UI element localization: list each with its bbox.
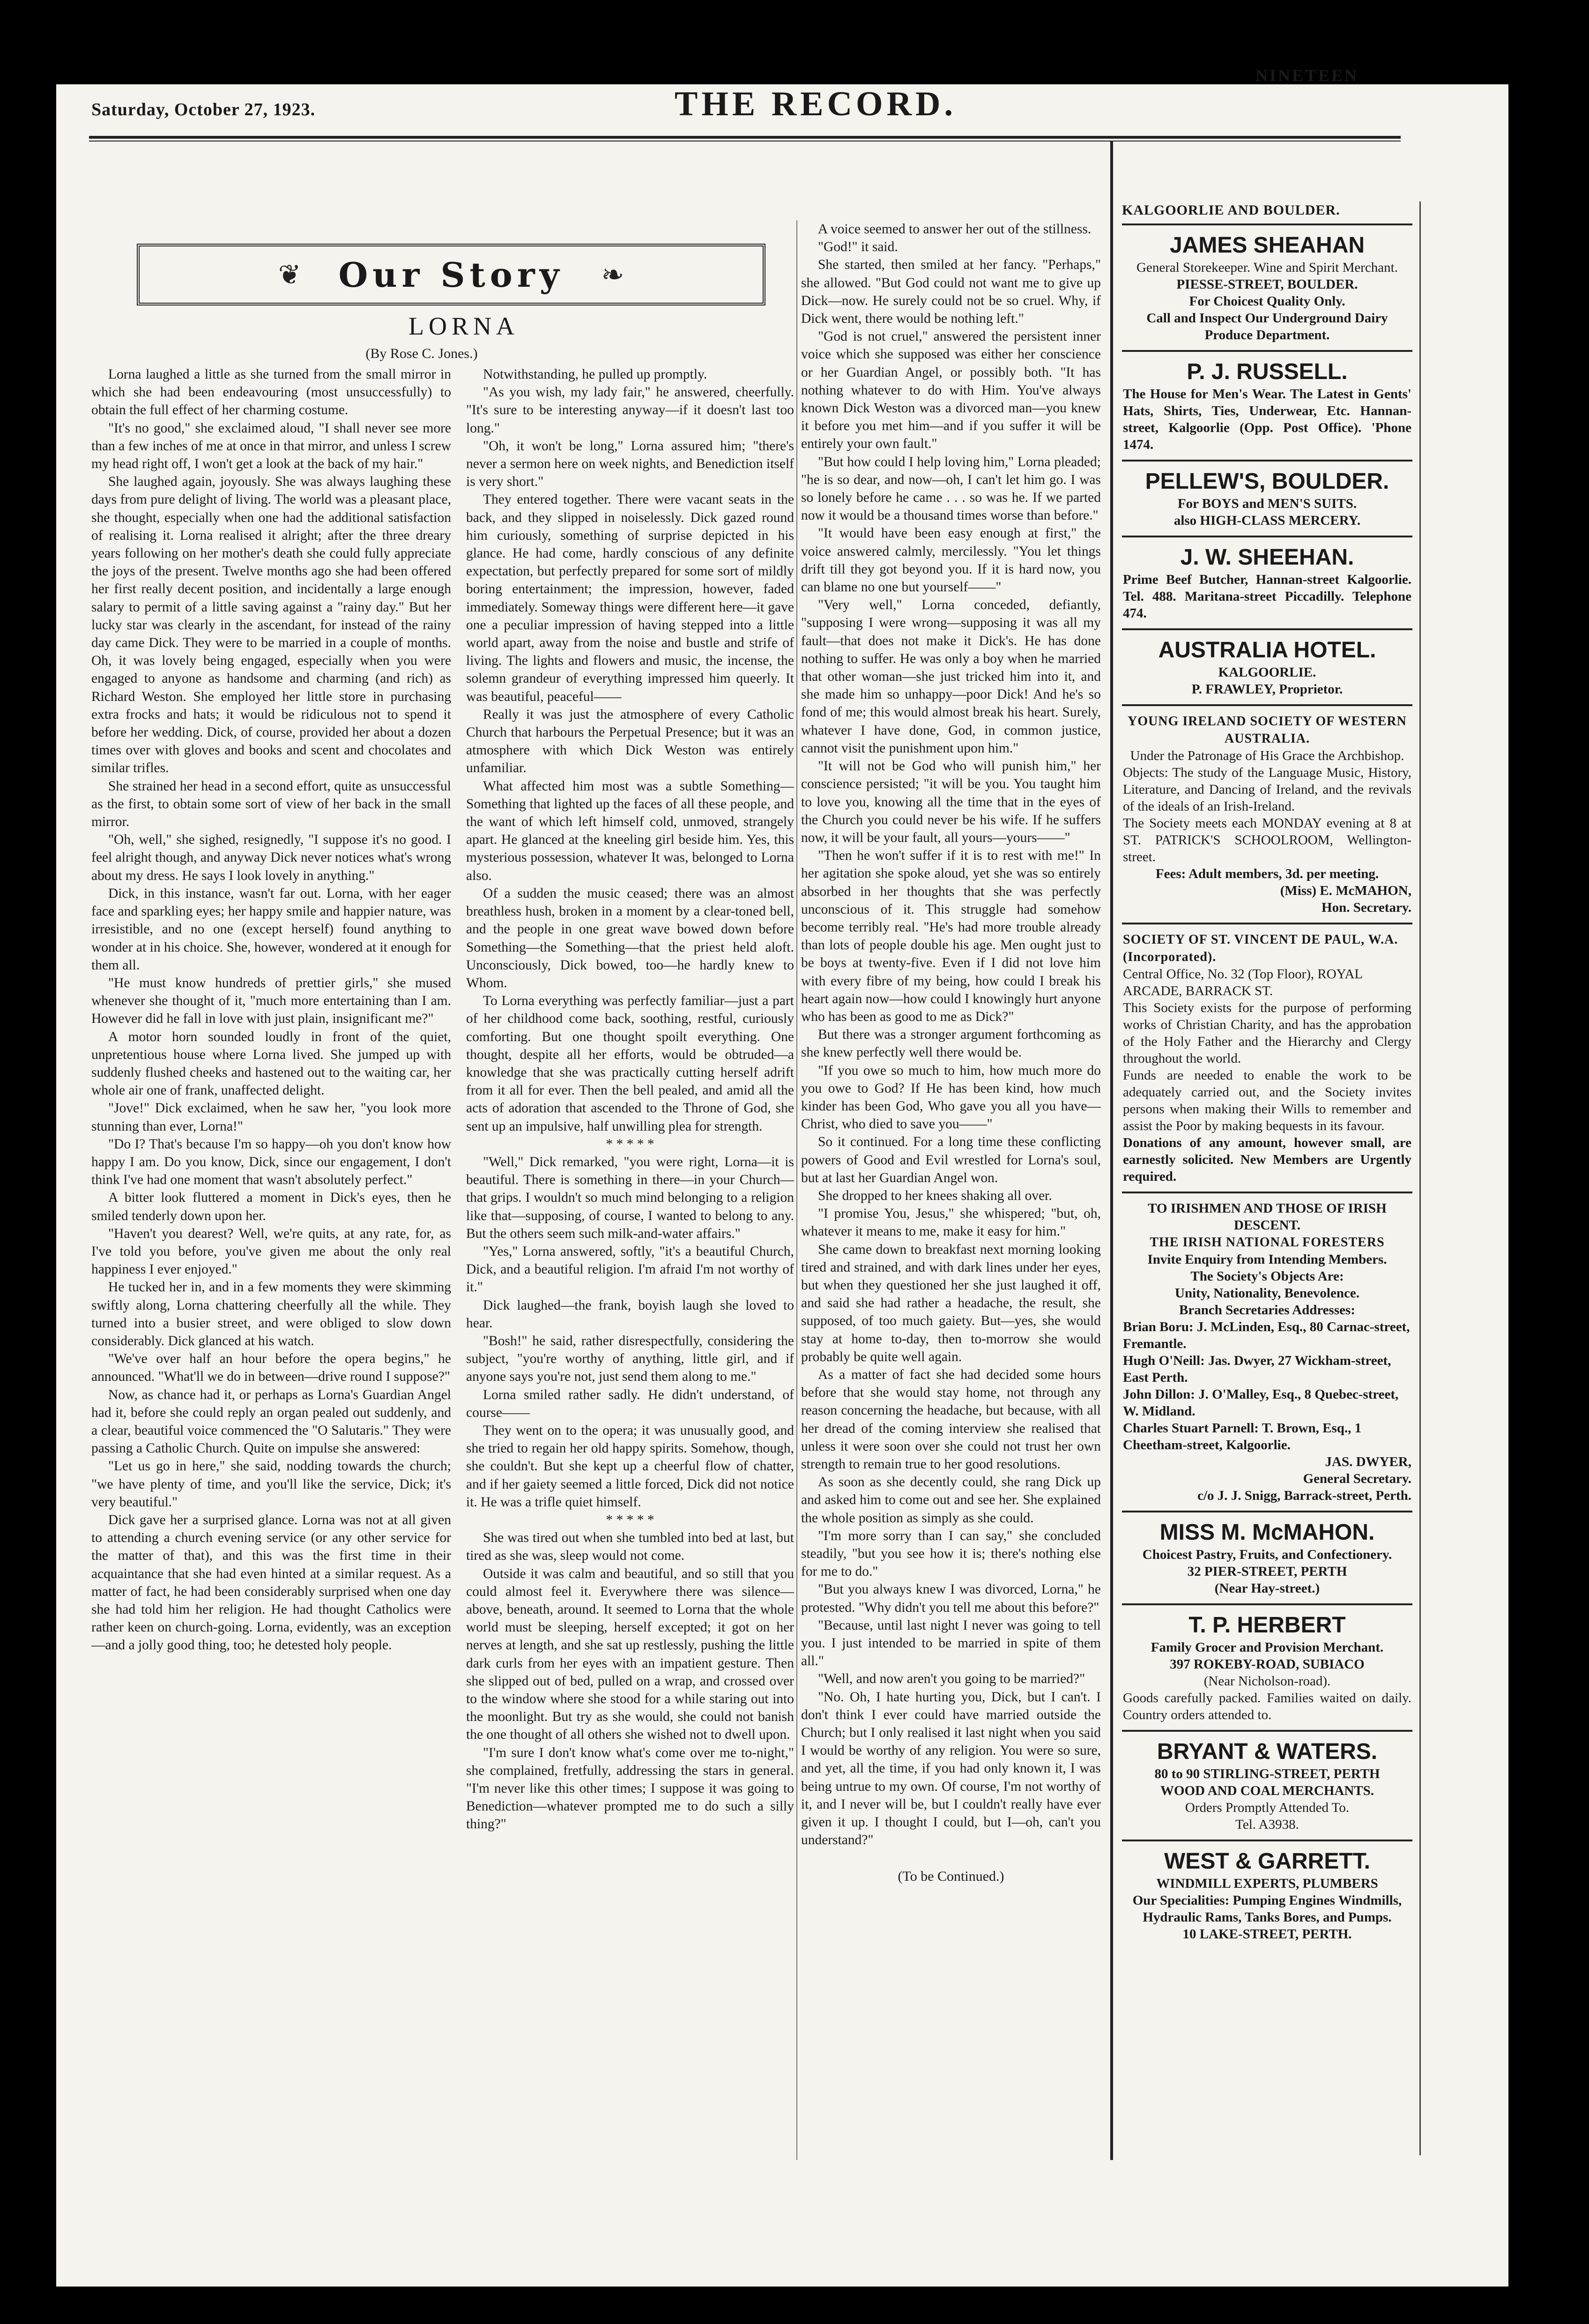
story-paragraph: Of a sudden the music ceased; there was an almost breathless hush, broken in a moment by a clear-toned bell, and the people in one great wave bowed down before Something—the Something—that the priest held aloft. Unconsciously, Dick bowed, too—he hardly knew to Whom. <box>466 886 794 991</box>
ad-title: P. J. RUSSELL. <box>1187 359 1348 384</box>
story-paragraph: "Jove!" Dick exclaimed, when he saw her, "you look more stunning than ever, Lorna!" <box>91 1101 451 1134</box>
ad-title: AUSTRALIA HOTEL. <box>1158 638 1376 663</box>
story-column-3 <box>801 220 1101 2151</box>
ad-australia-hotel <box>1122 628 1412 704</box>
story-paragraph: "As you wish, my lady fair," he answered, cheerfully. "It's sure to be interesting anyway—if it doesn't last too long." <box>466 385 794 436</box>
ad-line: Goods carefully packed. Families waited on daily. Country orders attended to. <box>1123 1691 1411 1722</box>
story-paragraph: "Then he won't suffer if it is to rest with me!" In her agitation she spoke aloud, yet she was so entirely absorbed in her thoughts that she was perfectly unconscious of it. This struggle had somehow become terribly real. "He's had more trouble already than lots of people double his age. Men ought just to be boys at twenty-five. Even if I did not love him with every fibre of my being, how could I break his heart again now—how could I knowingly hurt anyone who has been as good to me as Dick?" <box>801 848 1101 1024</box>
story-paragraph: But there was a stronger argument forthcoming as she knew perfectly well there would be. <box>801 1027 1101 1060</box>
ad-title: SOCIETY OF ST. VINCENT DE PAUL, W.A. (Incorporated). <box>1123 932 1398 964</box>
ad-line: Orders Promptly Attended To. <box>1185 1800 1350 1815</box>
ad-young-ireland-society <box>1122 704 1412 923</box>
story-paragraph: "God is not cruel," answered the persistent inner voice which she supposed was either her conscience or her Guardian Angel, or possibly both. "It has nothing whatever to do with Him. You've always known Dick Weston was a divorced man—you knew it before you met him—and if you suffer it will be entirely your own fault." <box>801 329 1101 452</box>
ad-title: J. W. SHEEHAN. <box>1180 545 1354 570</box>
ad-section-heading: KALGOORLIE AND BOULDER. <box>1122 202 1340 218</box>
ad-line: The Society meets each MONDAY evening at 8 at ST. PATRICK'S SCHOOLROOM, Wellington-street. <box>1123 816 1411 864</box>
story-paragraph: "I'm sure I don't know what's come over me to-night," she complained, fretfully, addressing the stars in general. "I'm never like this other times; I suppose it was going to Benediction—whatever prompted me to do such a silly thing?" <box>466 1745 794 1832</box>
issue-date: Saturday, October 27, 1923. <box>91 100 316 119</box>
story-paragraph: "It will not be God who will punish him," her conscience persisted; "it will be you. You taught him to love you, knowing all the time that in the eyes of the Church you could never be his wife. If he suffers now, it will be your fault, all yours—yours——" <box>801 759 1101 845</box>
story-paragraph: "I'm more sorry than I can say," she concluded steadily, "but you see how it is; there's nothing else for me to do." <box>801 1528 1101 1579</box>
ad-line: 80 to 90 STIRLING-STREET, PERTH <box>1154 1766 1380 1781</box>
ad-line: KALGOORLIE. <box>1218 665 1316 680</box>
story-banner-title: Our Story <box>338 254 564 295</box>
story-paragraph: "Haven't you dearest? Well, we're quits, at any rate, for, as I've told you before, you've given me about the only real happiness I ever enjoyed." <box>91 1226 451 1277</box>
ad-line: Call and Inspect Our Underground Dairy Produce Department. <box>1146 311 1388 343</box>
ad-miss-mcmahon <box>1122 1511 1412 1603</box>
story-column-1 <box>91 365 451 2193</box>
to-be-continued: (To be Continued.) <box>898 1869 1004 1885</box>
ad-line: (Miss) E. McMAHON, <box>1280 883 1411 898</box>
ad-title: PELLEW'S, BOULDER. <box>1145 469 1389 494</box>
ad-line: TO IRISHMEN AND THOSE OF IRISH DESCENT. <box>1148 1201 1387 1233</box>
column-rule <box>1110 141 1113 2160</box>
ad-line: Objects: The study of the Language Music, History, Literature, and Dancing of Ireland, and the revivals of the ideals of an Irish-Ireland. <box>1123 765 1411 814</box>
story-paragraph: So it continued. For a long time these conflicting powers of Good and Evil wrestled for Lorna's soul, but at last her Guardian Angel won. <box>801 1134 1101 1185</box>
story-paragraph: "If you owe so much to him, how much more do you owe to God? If He has been kind, how much kinder has been God, Who gave you all you have—Christ, who died to save you——" <box>801 1063 1101 1132</box>
ad-line: The Society's Objects Are: <box>1190 1269 1344 1284</box>
ad-line: This Society exists for the purpose of performing works of Christian Charity, and has the approbation of the Holy Father and the Hierarchy and Clergy throughout the world. <box>1123 1000 1411 1066</box>
ad-tp-herbert <box>1122 1603 1412 1730</box>
ad-line: Our Specialities: Pumping Engines Windmills, Hydraulic Rams, Tanks Bores, and Pumps. <box>1132 1893 1402 1925</box>
story-paragraph: What affected him most was a subtle Something—Something that lighted up the faces of all these people, and the want of which left himself cold, unmoved, strangely apart. He glanced at the kneeling girl beside him. Yes, this mysterious possession, whatever It was, belonged to Lorna also. <box>466 778 794 883</box>
story-paragraph: She came down to breakfast next morning looking tired and strained, and with dark lines under her eyes, but when they questioned her she just laughed it off, and said she had rather a headache, the result, she supposed, of too much gaiety. But—yes, she would stay at home to-day, then to-morrow she would probably be quite well again. <box>801 1242 1101 1364</box>
ad-line: Unity, Nationality, Benevolence. <box>1175 1286 1359 1301</box>
ad-line: P. FRAWLEY, Proprietor. <box>1191 682 1343 697</box>
ad-irish-national-foresters <box>1122 1192 1412 1511</box>
story-paragraph: "We've over half an hour before the opera begins," he announced. "What'll we do in between—drive round I suppose?" <box>91 1351 451 1385</box>
story-paragraph: "Well," Dick remarked, "you were right, Lorna—it is beautiful. There is something in there—in your Church—that grips. I wouldn't so much mind belonging to a religion like that—supposing, of course, I wanted to belong to any. But the others seem such milk-and-water affairs." <box>466 1154 794 1241</box>
ad-title: BRYANT & WATERS. <box>1157 1739 1378 1764</box>
story-paragraph: They entered together. There were vacant seats in the back, and they slipped in noiselessly. Dick gazed round him curiously, something of surprise depicted in his glance. He had come, hardly conscious of any definite expectation, but perfectly prepared for some sort of mildly boring entertainment; the impression, however, faded immediately. Someway things were different here—it gave one a peculiar impression of having stepped into a little world apart, away from the noise and bustle and strife of living. The lights and flowers and music, the incense, the solemn grandeur of everything impressed him queerly. It was beautiful, peaceful—— <box>466 492 794 704</box>
story-paragraph: "Because, until last night I never was going to tell you. I just intended to be married in spite of them all." <box>801 1617 1101 1669</box>
ad-james-sheahan <box>1122 223 1412 350</box>
ad-line: Central Office, No. 32 (Top Floor), ROYAL ARCADE, BARRACK ST. <box>1123 967 1363 998</box>
story-paragraph: "Oh, it won't be long," Lorna assured him; "there's never a sermon here on week nights, and Benediction itself is very short." <box>466 438 794 490</box>
story-paragraph: "Let us go in here," she said, nodding towards the church; "we have plenty of time, and you'll like the service, Dick; it's very beautiful." <box>91 1459 451 1510</box>
story-paragraph: A bitter look fluttered a moment in Dick's eyes, then he smiled tenderly down upon her. <box>91 1190 451 1223</box>
story-paragraph: "No. Oh, I hate hurting you, Dick, but I can't. I don't think I ever could have married outside the Church; but I only realised it last night when you said I would be worthy of any religion. You were so sure, and yet, all the time, if you had only known it, I was being untrue to my own. Of course, I'm not worthy of it, and I never will be, but I couldn't really have ever given it up. I thought I could, but I—oh, can't you understand?" <box>801 1689 1101 1848</box>
story-paragraph: "I promise You, Jesus," she whispered; "but, oh, whatever it means to me, make it easy for him." <box>801 1206 1101 1239</box>
ad-line: also HIGH-CLASS MERCERY. <box>1173 513 1361 528</box>
ad-line: John Dillon: J. O'Malley, Esq., 8 Quebec-street, W. Midland. <box>1123 1387 1399 1419</box>
page-border-rule <box>1419 201 1421 2155</box>
column-gap-rule <box>796 220 797 2160</box>
story-paragraph: "But how could I help loving him," Lorna pleaded; "he is so dear, and now—oh, I can't let him go. I was so lonely before he came . . . so was he. If we parted now it would be a thousand times worse than before." <box>801 454 1101 523</box>
ad-line: Funds are needed to enable the work to be adequately carried out, and the Society invites persons when making their Wills to remember and assist the Poor by making bequests in its favour. <box>1123 1068 1411 1133</box>
ad-title: YOUNG IRELAND SOCIETY OF WESTERN AUSTRALIA. <box>1128 714 1407 746</box>
story-paragraph: "It's no good," she exclaimed aloud, "I shall never see more than a few inches of me at once in that mirror, and unless I screw my head right off, I won't get a look at the back of my hair." <box>91 420 451 472</box>
story-paragraph: As soon as she decently could, she rang Dick up and asked him to come out and see her. She explained the whole position as simply as she could. <box>801 1475 1101 1526</box>
ad-line: Prime Beef Butcher, Hannan-street Kalgoorlie. Tel. 488. Maritana-street Piccadilly. Telephone 474. <box>1123 572 1411 621</box>
ad-title: THE IRISH NATIONAL FORESTERS <box>1150 1235 1385 1250</box>
ad-title: JAMES SHEAHAN <box>1169 233 1365 258</box>
ad-line: (Near Nicholson-road). <box>1203 1674 1331 1689</box>
ad-line: General Storekeeper. Wine and Spirit Merchant. <box>1136 260 1398 275</box>
ad-pj-russell <box>1122 350 1412 460</box>
story-paragraph: A motor horn sounded loudly in front of the quiet, unpretentious house where Lorna lived. She jumped up with suddenly flushed cheeks and hastened out to the waiting car, her whole air one of frank, unaffected delight. <box>91 1029 451 1098</box>
story-paragraph: She dropped to her knees shaking all over. <box>818 1188 1052 1203</box>
ad-title: WEST & GARRETT. <box>1164 1849 1370 1874</box>
story-paragraph: She was tired out when she tumbled into bed at last, but tired as she was, sleep would not come. <box>466 1530 794 1564</box>
story-paragraph: "He must know hundreds of prettier girls," she mused whenever she thought of it, "much more entertaining than I am. However did he fall in love with just plain, insignificant me?" <box>91 975 451 1027</box>
story-paragraph: "But you always knew I was divorced, Lorna," he protested. "Why didn't you tell me about this before?" <box>801 1582 1101 1615</box>
ad-line: Tel. A3938. <box>1235 1817 1299 1832</box>
story-paragraph: "Oh, well," she sighed, resignedly, "I suppose it's no good. I feel alright though, and anyway Dick never notices what's wrong about my dress. He says I look lovely in anything." <box>91 832 451 883</box>
ad-line: Choicest Pastry, Fruits, and Confectionery. <box>1142 1547 1392 1562</box>
story-paragraph: Outside it was calm and beautiful, and so still that you could almost feel it. Everywhere there was silence—above, beneath, around. It seemed to Lorna that the whole world must be sleeping, herself excepted; it got on her nerves at length, and she sat up restlessly, pushing the little dark curls from her eyes with an impatient gesture. Then she slipped out of bed, pulled on a wrap, and crossed over to the window where she stood for a while staring out into the moonlight. But try as she would, she could not banish the one thought of all others she wished not to dwell upon. <box>466 1566 794 1743</box>
ad-line: Family Grocer and Provision Merchant. <box>1151 1640 1384 1655</box>
story-paragraph: "It would have been easy enough at first," the voice answered calmly, mercilessly. "You let things drift till they got beyond you. If it is hard now, you can blame no one but yourself——" <box>801 526 1101 595</box>
ad-line: c/o J. J. Snigg, Barrack-street, Perth. <box>1197 1488 1411 1503</box>
ad-line: (Near Hay-street.) <box>1214 1581 1320 1596</box>
story-banner <box>137 244 765 305</box>
ad-line: Under the Patronage of His Grace the Archbishop. <box>1130 748 1404 763</box>
story-paragraph: A voice seemed to answer her out of the stillness. <box>818 222 1092 237</box>
story-paragraph: "Very well," Lorna conceded, defiantly, "supposing I were wrong—supposing it was all my fault—that does not make it Dick's. He has done nothing to suffer. He was only a boy when he married that other woman—she just tricked him into it, and she made him so unhappy—poor Dick! And he's so fond of me; this would almost break his heart. Surely, whatever I have done, God, in common justice, cannot visit the punishment upon him." <box>801 597 1101 756</box>
page-number: NINETEEN <box>1255 66 1359 85</box>
story-paragraph: "God!" it said. <box>818 239 898 255</box>
ad-line: General Secretary. <box>1303 1471 1411 1486</box>
ad-line: 10 LAKE-STREET, PERTH. <box>1182 1927 1352 1942</box>
ad-line: JAS. DWYER, <box>1325 1454 1411 1469</box>
ad-line: Donations of any amount, however small, are earnestly solicited. New Members are Urgently required. <box>1123 1135 1411 1184</box>
story-column-3-body <box>801 220 1101 1849</box>
ad-west-garrett <box>1122 1840 1412 1949</box>
ad-line: The House for Men's Wear. The Latest in Gents' Hats, Shirts, Ties, Underwear, Etc. Hannan-street, Kalgoorlie (Opp. Post Office). 'Phone 1474. <box>1123 387 1411 452</box>
story-paragraph: Dick gave her a surprised glance. Lorna was not at all given to attending a church evening service (or any other service for the matter of that), and this was the first time in their acquaintance that she had even hinted at a similar request. As a matter of fact, he had been considerably surprised when one day she had told him her religion. He had thought Catholics were rather keen on church-going. Lorna, evidently, was an exception—and a jolly good thing, too; he detested holy people. <box>91 1512 451 1653</box>
story-paragraph: They went on to the opera; it was unusually good, and she tried to regain her old happy spirits. Somehow, though, she couldn't. But she kept up a cheerful flow of chatter, and if her gaiety seemed a little forced, Dick did not notice it. He was a trifle quiet himself. <box>466 1423 794 1510</box>
story-paragraph: "Well, and now aren't you going to be married?" <box>818 1671 1085 1687</box>
ad-jw-sheehan <box>1122 536 1412 628</box>
story-paragraph: Dick, in this instance, wasn't far out. Lorna, with her eager face and sparkling eyes; her happy smile and happier nature, was irresistible, and no one (except herself) found anything to wonder at in his choice. She, however, wondered at it enough for them all. <box>91 886 451 973</box>
header-rule <box>89 136 1401 142</box>
ad-line: Brian Boru: J. McLinden, Esq., 80 Carnac-street, Fremantle. <box>1123 1319 1410 1351</box>
ad-line: Branch Secretaries Addresses: <box>1179 1303 1355 1318</box>
story-title: LORNA <box>408 312 519 340</box>
story-paragraph: "Do I? That's because I'm so happy—oh you don't know how happy I am. Do you know, Dick, since our engagement, I don't think I've had one moment that wasn't absolutely perfect." <box>91 1136 451 1188</box>
ad-line: Charles Stuart Parnell: T. Brown, Esq., 1 Cheetham-street, Kalgoorlie. <box>1123 1421 1362 1452</box>
advertisement-column <box>1122 201 1412 2155</box>
story-paragraph: Lorna smiled rather sadly. He didn't understand, of course—— <box>466 1387 794 1420</box>
story-paragraph: "Bosh!" he said, rather disrespectfully, considering the subject, "you're worthy of anything, little girl, and if anyone says you're not, just send them along to me." <box>466 1333 794 1385</box>
story-paragraph: She started, then smiled at her fancy. "Perhaps," she allowed. "But God could not want me to give up Dick—now. He surely could not be so cruel. Why, if Dick went, there would be nothing left." <box>801 257 1101 327</box>
story-paragraph: Notwithstanding, he pulled up promptly. <box>483 367 707 382</box>
ad-line: 397 ROKEBY-ROAD, SUBIACO <box>1170 1657 1365 1672</box>
story-paragraph: Now, as chance had it, or perhaps as Lorna's Guardian Angel had it, before she could reply an organ pealed out suddenly, and a clear, beautiful voice commenced the "O Salutaris." They were passing a Catholic Church. Quite on impulse she answered: <box>91 1387 451 1456</box>
story-paragraph: Really it was just the atmosphere of every Catholic Church that harbours the Perpetual Presence; but it was an atmosphere with which Dick Weston was entirely unfamiliar. <box>466 707 794 776</box>
ad-line: Fees: Adult members, 3d. per meeting. <box>1155 866 1379 881</box>
ad-st-vincent-de-paul <box>1122 923 1412 1192</box>
story-paragraph: * * * * * <box>606 1136 654 1152</box>
story-byline: (By Rose C. Jones.) <box>365 346 478 361</box>
story-paragraph: As a matter of fact she had decided some hours before that she would stay home, not through any reason concerning the headache, but because, with all her dread of the coming interview she realised that unless it were soon over she could not trust her own strength to remain true to her good resolutions. <box>801 1367 1101 1472</box>
story-paragraph: She strained her head in a second effort, quite as unsuccessful as the first, to obtain some sort of view of her back in the small mirror. <box>91 778 451 830</box>
story-paragraph: * * * * * <box>606 1512 654 1527</box>
ad-line: Hon. Secretary. <box>1322 900 1411 915</box>
ad-line: Invite Enquiry from Intending Members. <box>1147 1252 1387 1267</box>
story-paragraph: To Lorna everything was perfectly familiar—just a part of her childhood come back, soothing, restful, curiously comforting. But one thought spoilt everything. One thought, despite all her efforts, would be obtruded—a knowledge that she was practically cutting herself adrift from it all for ever. Then the bell pealed, and amid all the acts of adoration that ascended to the Throne of God, she sent up an impulsive, half unwilling plea for strength. <box>466 993 794 1134</box>
ad-title: T. P. HERBERT <box>1188 1613 1346 1638</box>
story-paragraph: "Yes," Lorna answered, softly, "it's a beautiful Church, Dick, and a beautiful religion. I'm afraid I'm not worthy of it." <box>466 1244 794 1295</box>
ad-line: For Choicest Quality Only. <box>1189 294 1345 309</box>
ad-line: For BOYS and MEN'S SUITS. <box>1177 496 1357 511</box>
ornament-left-icon: ❦ <box>278 260 301 290</box>
ad-title: MISS M. McMAHON. <box>1159 1520 1375 1545</box>
ad-bryant-waters <box>1122 1730 1412 1840</box>
ornament-right-icon: ❧ <box>601 260 624 290</box>
story-paragraph: Dick laughed—the frank, boyish laugh she loved to hear. <box>466 1297 794 1331</box>
story-paragraph: She laughed again, joyously. She was always laughing these days from pure delight of living. The world was a pleasant place, she thought, especially when one had the additional satisfaction of realising it. Lorna realised it alright; after the three dreary years following on her mother's death she could fully appreciate the joys of the present. Twelve months ago she had been offered her first really decent position, and incidentally a large enough salary to permit of a little saving against a "rainy day." But her lucky star was clearly in the ascendant, for instead of the rainy day came Dick. They were to be married in a couple of months. Oh, it was lovely being engaged, especially when you were engaged to anyone as handsome and charming (and rich) as Richard Weston. She employed her little store in purchasing extra frocks and hats; it would be ridiculous not to spend it before her wedding. Dick, of course, provided her about a dozen times over with gloves and books and scent and chocolates and similar trifles. <box>91 474 451 776</box>
story-paragraph: He tucked her in, and in a few moments they were skimming swiftly along, Lorna chattering cheerfully all the while. They turned into a busier street, and were obliged to slow down considerably. Dick glanced at his watch. <box>91 1280 451 1348</box>
ad-pellews <box>1122 460 1412 536</box>
story-paragraph: Lorna laughed a little as she turned from the small mirror in which she had been endeavouring (most unsuccessfully) to obtain the full effect of her charming costume. <box>91 367 451 418</box>
ad-line: 32 PIER-STREET, PERTH <box>1187 1564 1347 1579</box>
ad-line: Hugh O'Neill: Jas. Dwyer, 27 Wickham-street, East Perth. <box>1123 1353 1391 1385</box>
ad-line: WOOD AND COAL MERCHANTS. <box>1160 1783 1374 1798</box>
ad-line: PIESSE-STREET, BOULDER. <box>1176 277 1358 292</box>
ad-line: WINDMILL EXPERTS, PLUMBERS <box>1156 1876 1378 1891</box>
story-column-2 <box>466 365 794 2193</box>
masthead: THE RECORD. <box>675 85 957 123</box>
